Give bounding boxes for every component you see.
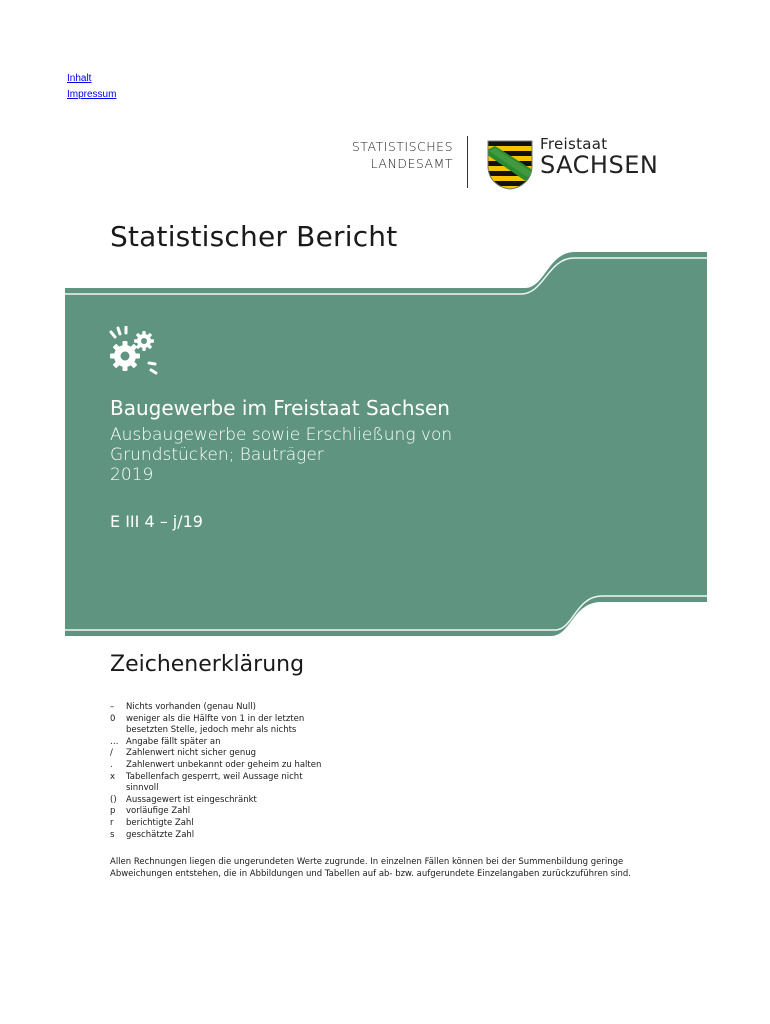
legend-item xyxy=(110,830,440,842)
legend-item xyxy=(110,748,440,760)
legend-item xyxy=(110,795,440,807)
office-name-line-1: STATISTISCHES xyxy=(351,139,453,154)
rounding-note: Allen Rechnungen liegen die ungerundeten Werte zugrunde. In einzelnen Fällen können bei der Summenbildung geringe Abweichungen entstehen, die in Abbildungen und Tabellen auf ab- bzw. aufgerundete Einzelangaben zurückzuführen sind. xyxy=(110,857,631,879)
legend-symbol: s xyxy=(110,829,115,840)
legend-description: Tabellenfach gesperrt, weil Aussage nicht xyxy=(126,771,303,782)
legend-description: geschätzte Zahl xyxy=(126,829,195,840)
legend-description: Angabe fällt später an xyxy=(126,736,221,747)
legend-description: berichtigte Zahl xyxy=(126,817,194,828)
legend-description: Aussagewert ist eingeschränkt xyxy=(126,794,257,805)
header-logos xyxy=(340,132,670,192)
legend-item xyxy=(110,725,440,737)
legend-symbol: … xyxy=(110,736,119,747)
legend-symbol: – xyxy=(110,702,115,712)
legend-symbol: / xyxy=(110,748,113,759)
legend-description: Zahlenwert unbekannt oder geheim zu halten xyxy=(126,759,322,770)
report-code: E III 4 – j/19 xyxy=(110,512,203,531)
report-subtitle-line-1: Ausbaugewerbe sowie Erschließung von xyxy=(110,425,453,445)
state-name-prefix: Freistaat xyxy=(540,135,608,153)
logo-divider xyxy=(467,136,468,188)
legend-description: Nichts vorhanden (genau Null) xyxy=(126,702,256,712)
legend-symbol: p xyxy=(110,806,116,817)
gears-icon xyxy=(107,326,159,378)
statistical-office-logo xyxy=(348,138,453,172)
legend-item xyxy=(110,818,440,830)
cover-text xyxy=(110,395,452,485)
saxony-coat-of-arms-icon xyxy=(487,140,533,190)
legend-item xyxy=(110,702,440,714)
legend-list xyxy=(110,702,440,841)
legend-description: Zahlenwert nicht sicher genug xyxy=(126,748,257,759)
office-name-line-2: LANDESAMT xyxy=(370,156,453,171)
nav-link-contents[interactable]: Inhalt xyxy=(67,73,92,84)
report-subtitle-line-2: Grundstücken; Bauträger xyxy=(110,445,324,465)
report-title: Baugewerbe im Freistaat Sachsen xyxy=(110,396,450,420)
legend-description: vorläufige Zahl xyxy=(126,806,191,817)
legend-symbol: () xyxy=(110,794,117,805)
legend-item xyxy=(110,760,440,772)
legend-symbol: . xyxy=(110,759,113,770)
legend-description: sinnvoll xyxy=(126,783,159,794)
legend-item xyxy=(110,737,440,749)
saxony-state-logo xyxy=(540,136,658,178)
report-subtitle xyxy=(110,425,452,485)
legend-item xyxy=(110,772,440,784)
legend-heading: Zeichenerklärung xyxy=(110,652,305,677)
legend-description: besetzten Stelle, jedoch mehr als nichts xyxy=(126,725,297,736)
state-name: SACHSEN xyxy=(540,151,659,179)
legend-item xyxy=(110,714,440,726)
cover-band xyxy=(65,250,707,636)
legend-symbol: x xyxy=(110,771,116,782)
legend-item xyxy=(110,783,440,795)
legend-symbol: r xyxy=(110,817,114,828)
legend-description: weniger als die Hälfte von 1 in der letzten xyxy=(126,713,305,724)
report-type-heading: Statistischer Bericht xyxy=(110,220,398,253)
nav-link-imprint[interactable]: Impressum xyxy=(67,89,117,100)
legend-symbol: 0 xyxy=(110,713,116,724)
report-year: 2019 xyxy=(110,465,154,485)
top-nav xyxy=(67,71,116,103)
legend-symbol xyxy=(110,725,126,737)
legend-item xyxy=(110,806,440,818)
legend-symbol xyxy=(110,783,126,795)
